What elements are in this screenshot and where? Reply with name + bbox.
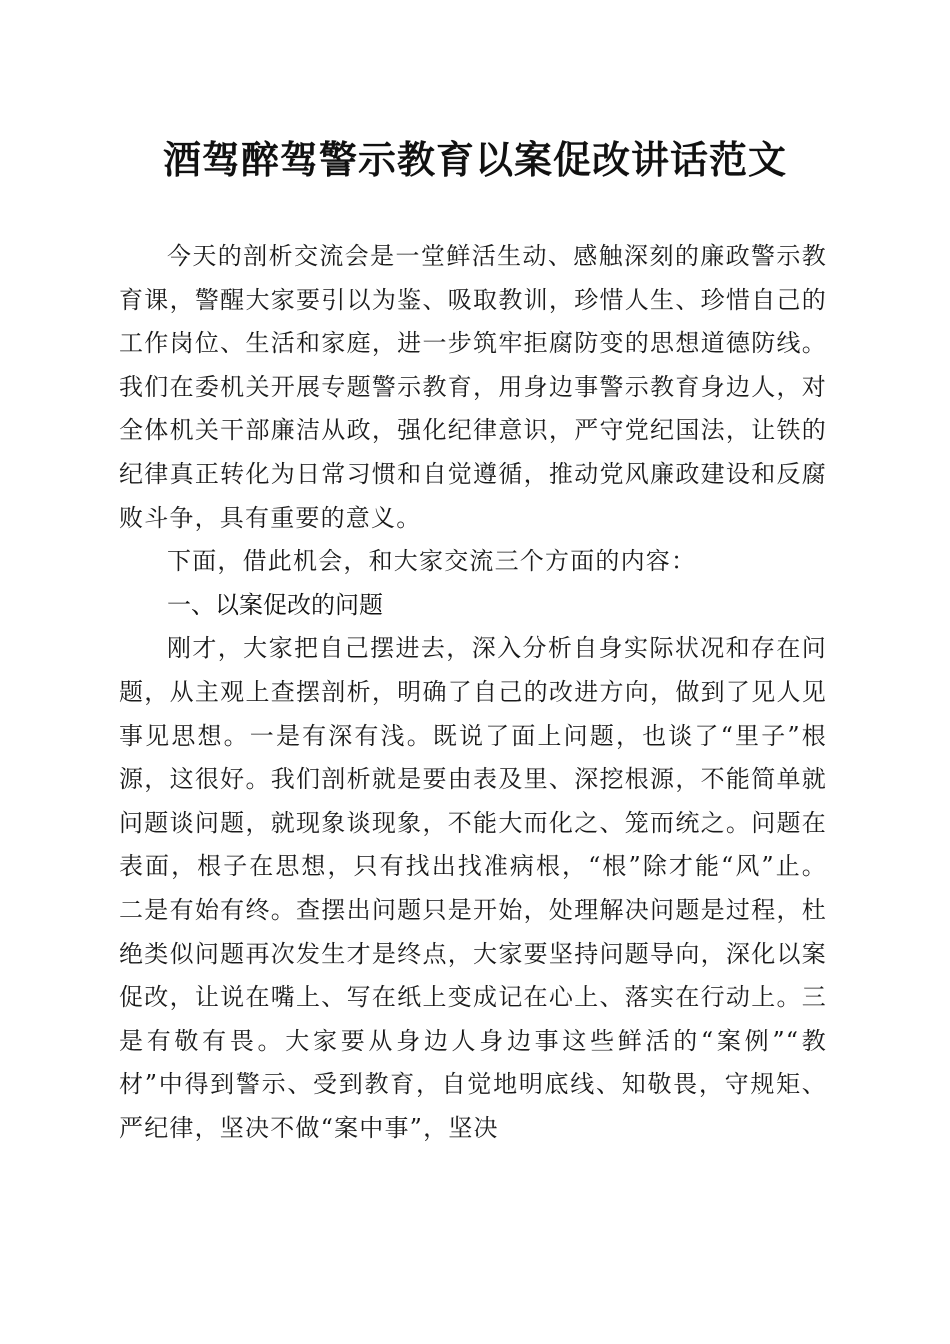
- document-title: 酒驾醉驾警示教育以案促改讲话范文: [162, 137, 787, 182]
- transition-paragraph: 下面，借此机会，和大家交流三个方面的内容：: [167, 547, 697, 576]
- section-paragraph: 刚才，大家把自己摆进去，深入分析自身实际状况和存在问题，从主观上查摆剖析，明确了自己的改进方向，做到了见人见事见思想。一是有深有浅。既说了面上问题，也谈了“里子”根源，这很好。我们剖析就是要由表及里、深挖根源，不能简单就问题谈问题，就现象谈现象，不能大而化之、笼而统之。问题在表面，根子在思想，只有找出找准病根，“根”除才能“风”止。二是有始有终。查摆出问题只是开始，处理解决问题是过程，杜绝类似问题再次发生才是终点，大家要坚持问题导向，深化以案促改，让说在嘴上、写在纸上变成记在心上、落实在行动上。三是有敬有畏。大家要从身边人身边事这些鲜活的“案例”“教材”中得到警示、受到教育，自觉地明底线、知敬畏，守规矩、严纪律，坚决不做“案中事”，坚决: [119, 634, 827, 1142]
- intro-paragraph: 今天的剖析交流会是一堂鲜活生动、感触深刻的廉政警示教育课，警醒大家要引以为鉴、吸取教训，珍惜人生、珍惜自己的工作岗位、生活和家庭，进一步筑牢拒腐防变的思想道德防线。我们在委机关开展专题警示教育，用身边事警示教育身边人，对全体机关干部廉洁从政，强化纪律意识，严守党纪国法，让铁的纪律真正转化为日常习惯和自觉遵循，推动党风廉政建设和反腐败斗争，具有重要的意义。: [119, 242, 827, 532]
- document-body: [119, 235, 827, 1150]
- section-heading: 一、以案促改的问题: [167, 590, 383, 619]
